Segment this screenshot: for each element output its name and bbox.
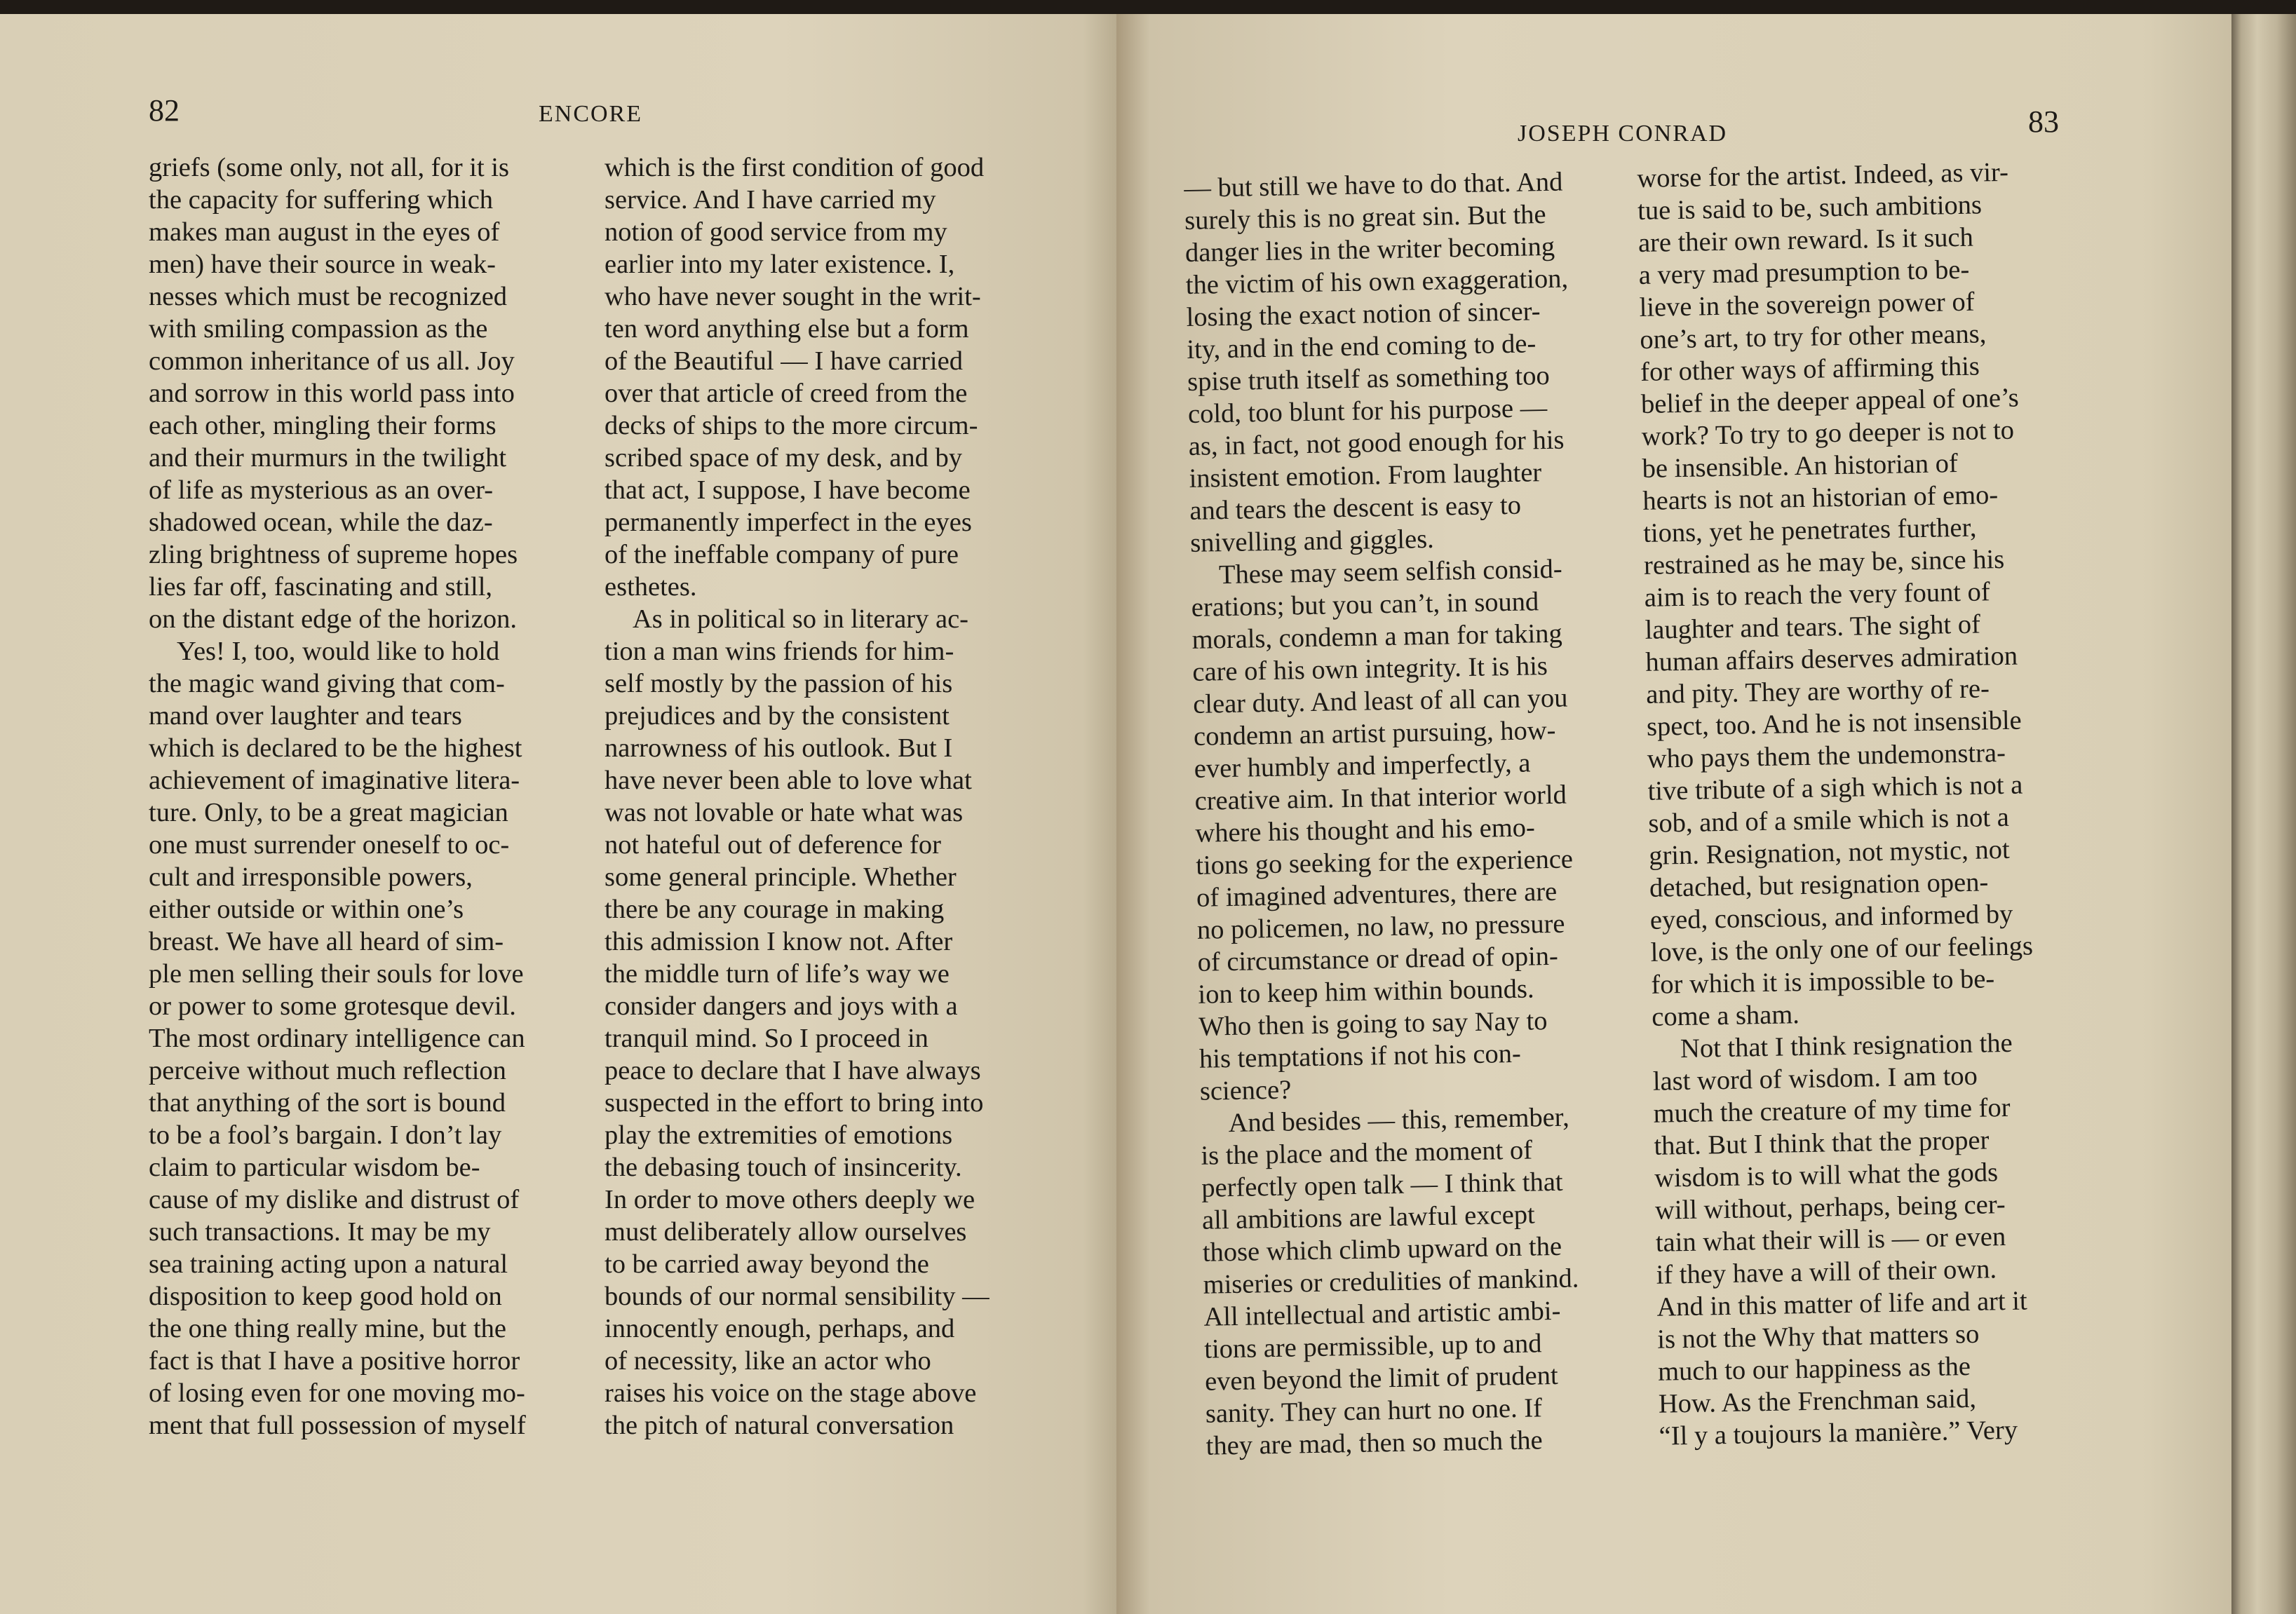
text-line: erations; but you can’t, in sound: [1191, 587, 1539, 623]
text-line: griefs (some only, not all, for it is: [149, 153, 509, 182]
text-line: prejudices and by the consistent: [605, 701, 950, 731]
text-line: was not lovable or hate what was: [605, 798, 964, 827]
text-line: cult and irresponsible powers,: [149, 862, 473, 892]
text-line: his temptations if not his con-: [1198, 1038, 1522, 1074]
text-line: common inheritance of us all. Joy: [149, 346, 515, 376]
text-line: insistent emotion. From laughter: [1189, 458, 1542, 494]
text-line: and tears the descent is easy to: [1189, 490, 1522, 526]
text-line: or power to some grotesque devil.: [149, 991, 516, 1021]
text-line: breast. We have all heard of sim-: [149, 927, 504, 956]
text-line: lieve in the sovereign power of: [1639, 287, 1975, 323]
text-line: worse for the artist. Indeed, as vir-: [1637, 157, 2009, 194]
running-head: ENCORE: [539, 101, 642, 127]
text-line: with smiling compassion as the: [149, 314, 488, 344]
text-line: one must surrender oneself to oc-: [149, 830, 510, 860]
text-line: have never been able to love what: [605, 766, 972, 795]
text-line: the magic wand giving that com-: [149, 669, 505, 698]
text-line: perfectly open talk — I think that: [1201, 1167, 1563, 1203]
text-line: peace to declare that I have always: [605, 1056, 981, 1085]
text-line: on the distant edge of the horizon.: [149, 604, 517, 634]
text-line: ment that full possession of myself: [149, 1411, 526, 1440]
text-line: as, in fact, not good enough for his: [1188, 425, 1565, 461]
text-line: ity, and in the end coming to de-: [1187, 329, 1537, 365]
text-line: laughter and tears. The sight of: [1645, 609, 1981, 645]
text-line: innocently enough, perhaps, and: [605, 1314, 955, 1343]
text-line: aim is to reach the very fount of: [1644, 577, 1990, 613]
text-line: sob, and of a smile which is not a: [1648, 802, 2010, 839]
text-line: of life as mysterious as an over-: [149, 475, 494, 505]
text-line: suspected in the effort to bring into: [605, 1088, 984, 1118]
text-line: they are mad, then so much the: [1206, 1425, 1544, 1461]
text-line: All intellectual and artistic ambi-: [1203, 1296, 1561, 1332]
text-line: and sorrow in this world pass into: [149, 379, 515, 408]
text-line: consider dangers and joys with a: [605, 991, 958, 1021]
text-line: tions are permissible, up to and: [1203, 1329, 1542, 1364]
text-line: claim to particular wisdom be-: [149, 1153, 480, 1182]
text-line: work? To try to go deeper is not to: [1641, 415, 2015, 452]
text-line: tions go seeking for the experience: [1195, 844, 1574, 881]
text-line: restrained as he may be, since his: [1643, 544, 2005, 581]
text-line: all ambitions are lawful except: [1201, 1200, 1536, 1235]
text-line: tranquil mind. So I proceed in: [605, 1024, 928, 1053]
text-line: As in political so in literary ac-: [633, 604, 968, 634]
text-line: men) have their source in weak-: [149, 250, 496, 279]
text-line: makes man august in the eyes of: [149, 217, 500, 247]
text-line: belief in the deeper appeal of one’s: [1640, 383, 2020, 419]
text-line: play the extremities of emotions: [605, 1120, 953, 1150]
text-line: care of his own integrity. It is his: [1192, 651, 1548, 687]
text-line: are their own reward. Is it such: [1637, 222, 1974, 258]
text-line: no policemen, no law, no pressure: [1196, 909, 1565, 945]
text-line: who pays them the undemonstra-: [1647, 738, 2006, 774]
text-line: tions, yet he penetrates further,: [1642, 513, 1977, 548]
text-line: perceive without much reflection: [149, 1056, 506, 1085]
text-line: spise truth itself as something too: [1187, 360, 1551, 397]
text-line: narrowness of his outlook. But I: [605, 733, 953, 763]
text-line: grin. Resignation, not mystic, not: [1648, 834, 2010, 871]
text-line: ion to keep him within bounds.: [1198, 974, 1534, 1010]
text-line: where his thought and his emo-: [1195, 813, 1536, 848]
text-line: Yes! I, too, would like to hold: [177, 637, 500, 666]
text-line: eyed, conscious, and informed by: [1649, 899, 2013, 935]
text-line: the one thing really mine, but the: [149, 1314, 506, 1343]
text-line: And in this matter of life and art it: [1656, 1286, 2027, 1322]
text-line: creative aim. In that interior world: [1194, 780, 1567, 816]
text-line: self mostly by the passion of his: [605, 669, 953, 698]
book-spread: [0, 14, 2296, 1614]
text-column-left-1: [149, 151, 526, 1442]
text-line: tain what their will is — or even: [1655, 1222, 2006, 1258]
text-line: not hateful out of deference for: [605, 830, 941, 860]
text-line: shadowed ocean, while the daz-: [149, 508, 493, 537]
text-line: there be any courage in making: [605, 895, 945, 924]
text-line: ple men selling their souls for love: [149, 959, 524, 989]
text-line: the pitch of natural conversation: [605, 1411, 954, 1440]
text-line: esthetes.: [605, 572, 697, 602]
text-line: Who then is going to say Nay to: [1198, 1006, 1548, 1042]
text-line: mand over laughter and tears: [149, 701, 462, 731]
text-line: wisdom is to will what the gods: [1654, 1158, 1999, 1193]
text-line: much the creature of my time for: [1653, 1092, 2011, 1129]
text-line: “Il y a toujours la manière.” Very: [1659, 1415, 2018, 1451]
text-line: ever humbly and imperfectly, a: [1194, 748, 1531, 784]
text-line: How. As the Frenchman said,: [1658, 1383, 1977, 1419]
text-line: if they have a will of their own.: [1656, 1254, 1997, 1290]
text-line: come a sham.: [1651, 1000, 1800, 1032]
text-line: which is the first condition of good: [605, 153, 985, 182]
text-line: clear duty. And least of all can you: [1192, 683, 1568, 719]
text-line: one’s art, to try for other means,: [1640, 319, 1987, 355]
text-line: and pity. They are worthy of re-: [1645, 674, 1990, 710]
text-line: to be a fool’s bargain. I don’t lay: [149, 1120, 502, 1150]
text-line: snivelling and giggles.: [1189, 524, 1435, 558]
page-number: 82: [149, 93, 180, 128]
text-line: In order to move others deeply we: [605, 1185, 975, 1214]
page-number: 83: [2028, 104, 2059, 139]
text-line: ture. Only, to be a great magician: [149, 798, 508, 827]
text-line: that. But I think that the proper: [1654, 1125, 1990, 1161]
text-line: hearts is not an historian of emo-: [1642, 480, 1999, 516]
text-line: And besides — this, remember,: [1228, 1102, 1570, 1139]
text-line: of imagined adventures, there are: [1196, 876, 1558, 913]
text-line: even beyond the limit of prudent: [1204, 1360, 1558, 1397]
text-line: cold, too blunt for his purpose —: [1187, 393, 1548, 429]
text-line: of the Beautiful — I have carried: [605, 346, 963, 376]
text-line: be insensible. An historian of: [1642, 449, 1959, 484]
text-line: the middle turn of life’s way we: [605, 959, 950, 989]
text-line: is the place and the moment of: [1201, 1135, 1533, 1171]
text-line: miseries or credulities of mankind.: [1203, 1263, 1579, 1300]
text-line: over that article of creed from the: [605, 379, 968, 408]
text-line: — but still we have to do that. And: [1184, 167, 1563, 203]
text-column-right-2: [1637, 156, 2041, 1452]
text-column-right-1: [1184, 165, 1588, 1462]
text-line: surely this is no great sin. But the: [1184, 199, 1546, 236]
text-line: this admission I know not. After: [605, 927, 953, 956]
text-line: losing the exact notion of sincer-: [1186, 297, 1541, 332]
text-line: achievement of imaginative litera-: [149, 766, 520, 795]
text-line: such transactions. It may be my: [149, 1217, 491, 1247]
page-edge: [2231, 14, 2296, 1614]
text-line: disposition to keep good hold on: [149, 1282, 502, 1311]
text-line: the victim of his own exaggeration,: [1185, 264, 1569, 300]
text-line: morals, condemn a man for taking: [1191, 618, 1563, 655]
text-line: either outside or within one’s: [149, 895, 464, 924]
text-line: human affairs deserves admiration: [1645, 641, 2018, 677]
text-line: raises his voice on the stage above: [605, 1378, 977, 1408]
text-line: of the ineffable company of pure: [605, 540, 959, 569]
text-line: that act, I suppose, I have become: [605, 475, 971, 505]
text-line: notion of good service from my: [605, 217, 947, 247]
text-line: scribed space of my desk, and by: [605, 443, 962, 473]
text-line: bounds of our normal sensibility —: [605, 1282, 990, 1311]
text-line: sea training acting upon a natural: [149, 1249, 508, 1279]
text-line: tion a man wins friends for him-: [605, 637, 954, 666]
text-line: sanity. They can hurt no one. If: [1205, 1393, 1543, 1429]
text-line: tive tribute of a sigh which is not a: [1647, 770, 2023, 806]
text-line: earlier into my later existence. I,: [605, 250, 955, 279]
text-line: decks of ships to the more circum-: [605, 411, 978, 440]
text-line: science?: [1199, 1075, 1292, 1106]
text-line: of losing even for one moving mo-: [149, 1378, 525, 1408]
text-line: These may seem selfish consid-: [1218, 554, 1562, 590]
text-line: who have never sought in the writ-: [605, 282, 981, 311]
text-line: nesses which must be recognized: [149, 282, 508, 311]
text-line: The most ordinary intelligence can: [149, 1024, 525, 1053]
text-line: to be carried away beyond the: [605, 1249, 929, 1279]
text-line: will without, perhaps, being cer-: [1654, 1190, 2006, 1226]
text-line: some general principle. Whether: [605, 862, 957, 892]
text-line: Not that I think resignation the: [1680, 1028, 2013, 1064]
text-line: love, is the only one of our feelings: [1650, 931, 2034, 968]
text-line: the capacity for suffering which: [149, 185, 494, 215]
text-line: is not the Why that matters so: [1656, 1319, 1980, 1355]
text-line: and their murmurs in the twilight: [149, 443, 507, 473]
text-line: detached, but resignation open-: [1649, 867, 1989, 903]
text-line: which is declared to be the highest: [149, 733, 522, 763]
text-line: permanently imperfect in the eyes: [605, 508, 972, 537]
text-line: of necessity, like an actor who: [605, 1346, 931, 1376]
text-line: last word of wisdom. I am too: [1652, 1061, 1978, 1097]
text-line: much to our happiness as the: [1657, 1351, 1971, 1387]
running-head: JOSEPH CONRAD: [1518, 121, 1727, 147]
text-line: danger lies in the writer becoming: [1184, 231, 1555, 268]
text-column-left-2: [605, 151, 990, 1442]
text-line: of circumstance or dread of opin-: [1197, 941, 1559, 977]
text-line: each other, mingling their forms: [149, 411, 497, 440]
text-line: fact is that I have a positive horror: [149, 1346, 520, 1376]
text-line: cause of my dislike and distrust of: [149, 1185, 520, 1214]
text-line: the debasing touch of insincerity.: [605, 1153, 962, 1182]
text-line: zling brightness of supreme hopes: [149, 540, 518, 569]
text-line: that anything of the sort is bound: [149, 1088, 506, 1118]
text-line: those which climb upward on the: [1202, 1231, 1562, 1268]
text-line: condemn an artist pursuing, how-: [1193, 715, 1556, 752]
text-line: must deliberately allow ourselves: [605, 1217, 967, 1247]
text-line: ten word anything else but a form: [605, 314, 969, 344]
text-line: a very mad presumption to be-: [1638, 255, 1970, 290]
left-page: [0, 14, 1116, 1614]
text-line: service. And I have carried my: [605, 185, 936, 215]
text-line: spect, too. And he is not insensible: [1646, 705, 2022, 742]
text-line: tue is said to be, such ambitions: [1637, 190, 1983, 226]
text-line: lies far off, fascinating and still,: [149, 572, 493, 602]
right-page: [1116, 14, 2231, 1614]
text-line: for which it is impossible to be-: [1651, 964, 1995, 1000]
text-line: for other ways of affirming this: [1640, 351, 1980, 387]
